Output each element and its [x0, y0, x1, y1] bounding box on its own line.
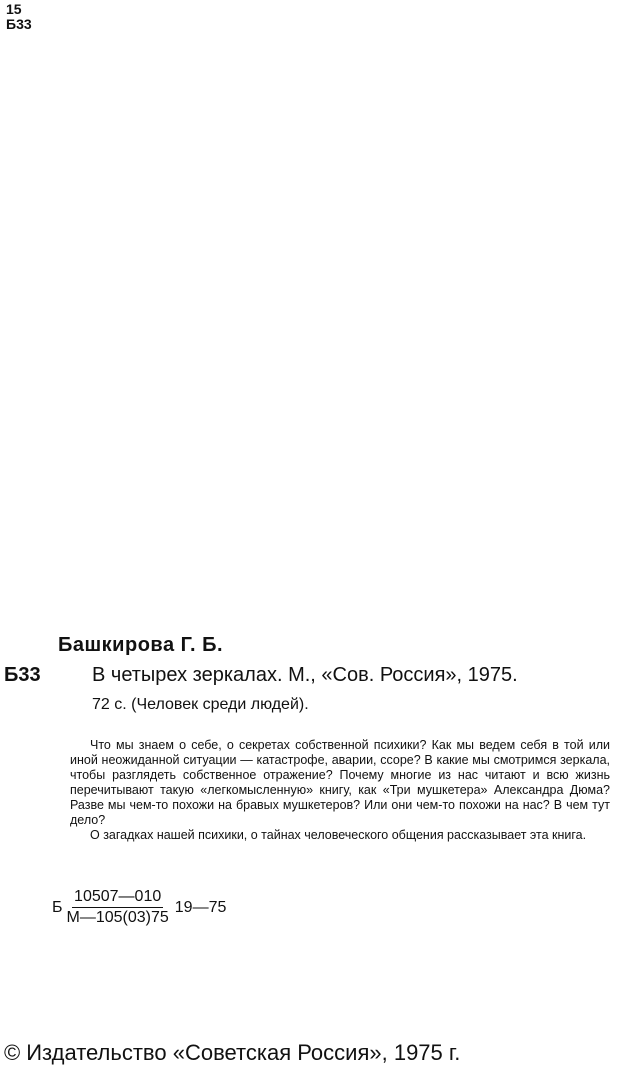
- copyright-text: Издательство «Советская Россия», 1975 г.: [26, 1040, 461, 1065]
- pages-line: 72 с. (Человек среди людей).: [92, 696, 309, 713]
- copyright-icon: ©: [4, 1040, 21, 1065]
- index-letter: Б: [52, 898, 63, 916]
- annotation-paragraph: Что мы знаем о себе, о секретах собственной психики? Как мы ведем себя в той или иной неожиданной ситуации — катастрофе, аварии, ссоре? В какие мы смотримся зеркала, чтобы разглядеть собственное отражение? Почему многие из нас читают и всю жизнь перечитывают такую «легкомысленную» книгу, как «Три мушкетера» Александра Дюма? Разве мы чем-то похожи на бравых мушкетеров? Или они чем-то похожи на нас? В чем тут дело?: [70, 738, 610, 827]
- index-suffix: 19—75: [174, 898, 227, 916]
- publication-index: [52, 888, 226, 927]
- index-denominator: М—105(03)75: [66, 909, 169, 926]
- author-name: Башкирова Г. Б.: [58, 634, 223, 656]
- udc-line-1: 15: [6, 1, 22, 17]
- cutter-mark: Б33: [4, 664, 41, 686]
- index-fraction: [65, 888, 171, 927]
- udc-code: [6, 2, 32, 32]
- title-line: В четырех зеркалах. М., «Сов. Россия», 1975.: [92, 664, 518, 686]
- copyright-line: [4, 1040, 460, 1066]
- index-numerator: 10507—010: [72, 888, 163, 908]
- annotation: [70, 738, 610, 843]
- udc-line-2: Б33: [6, 16, 32, 32]
- annotation-paragraph: О загадках нашей психики, о тайнах человеческого общения рассказывает эта книга.: [90, 828, 587, 842]
